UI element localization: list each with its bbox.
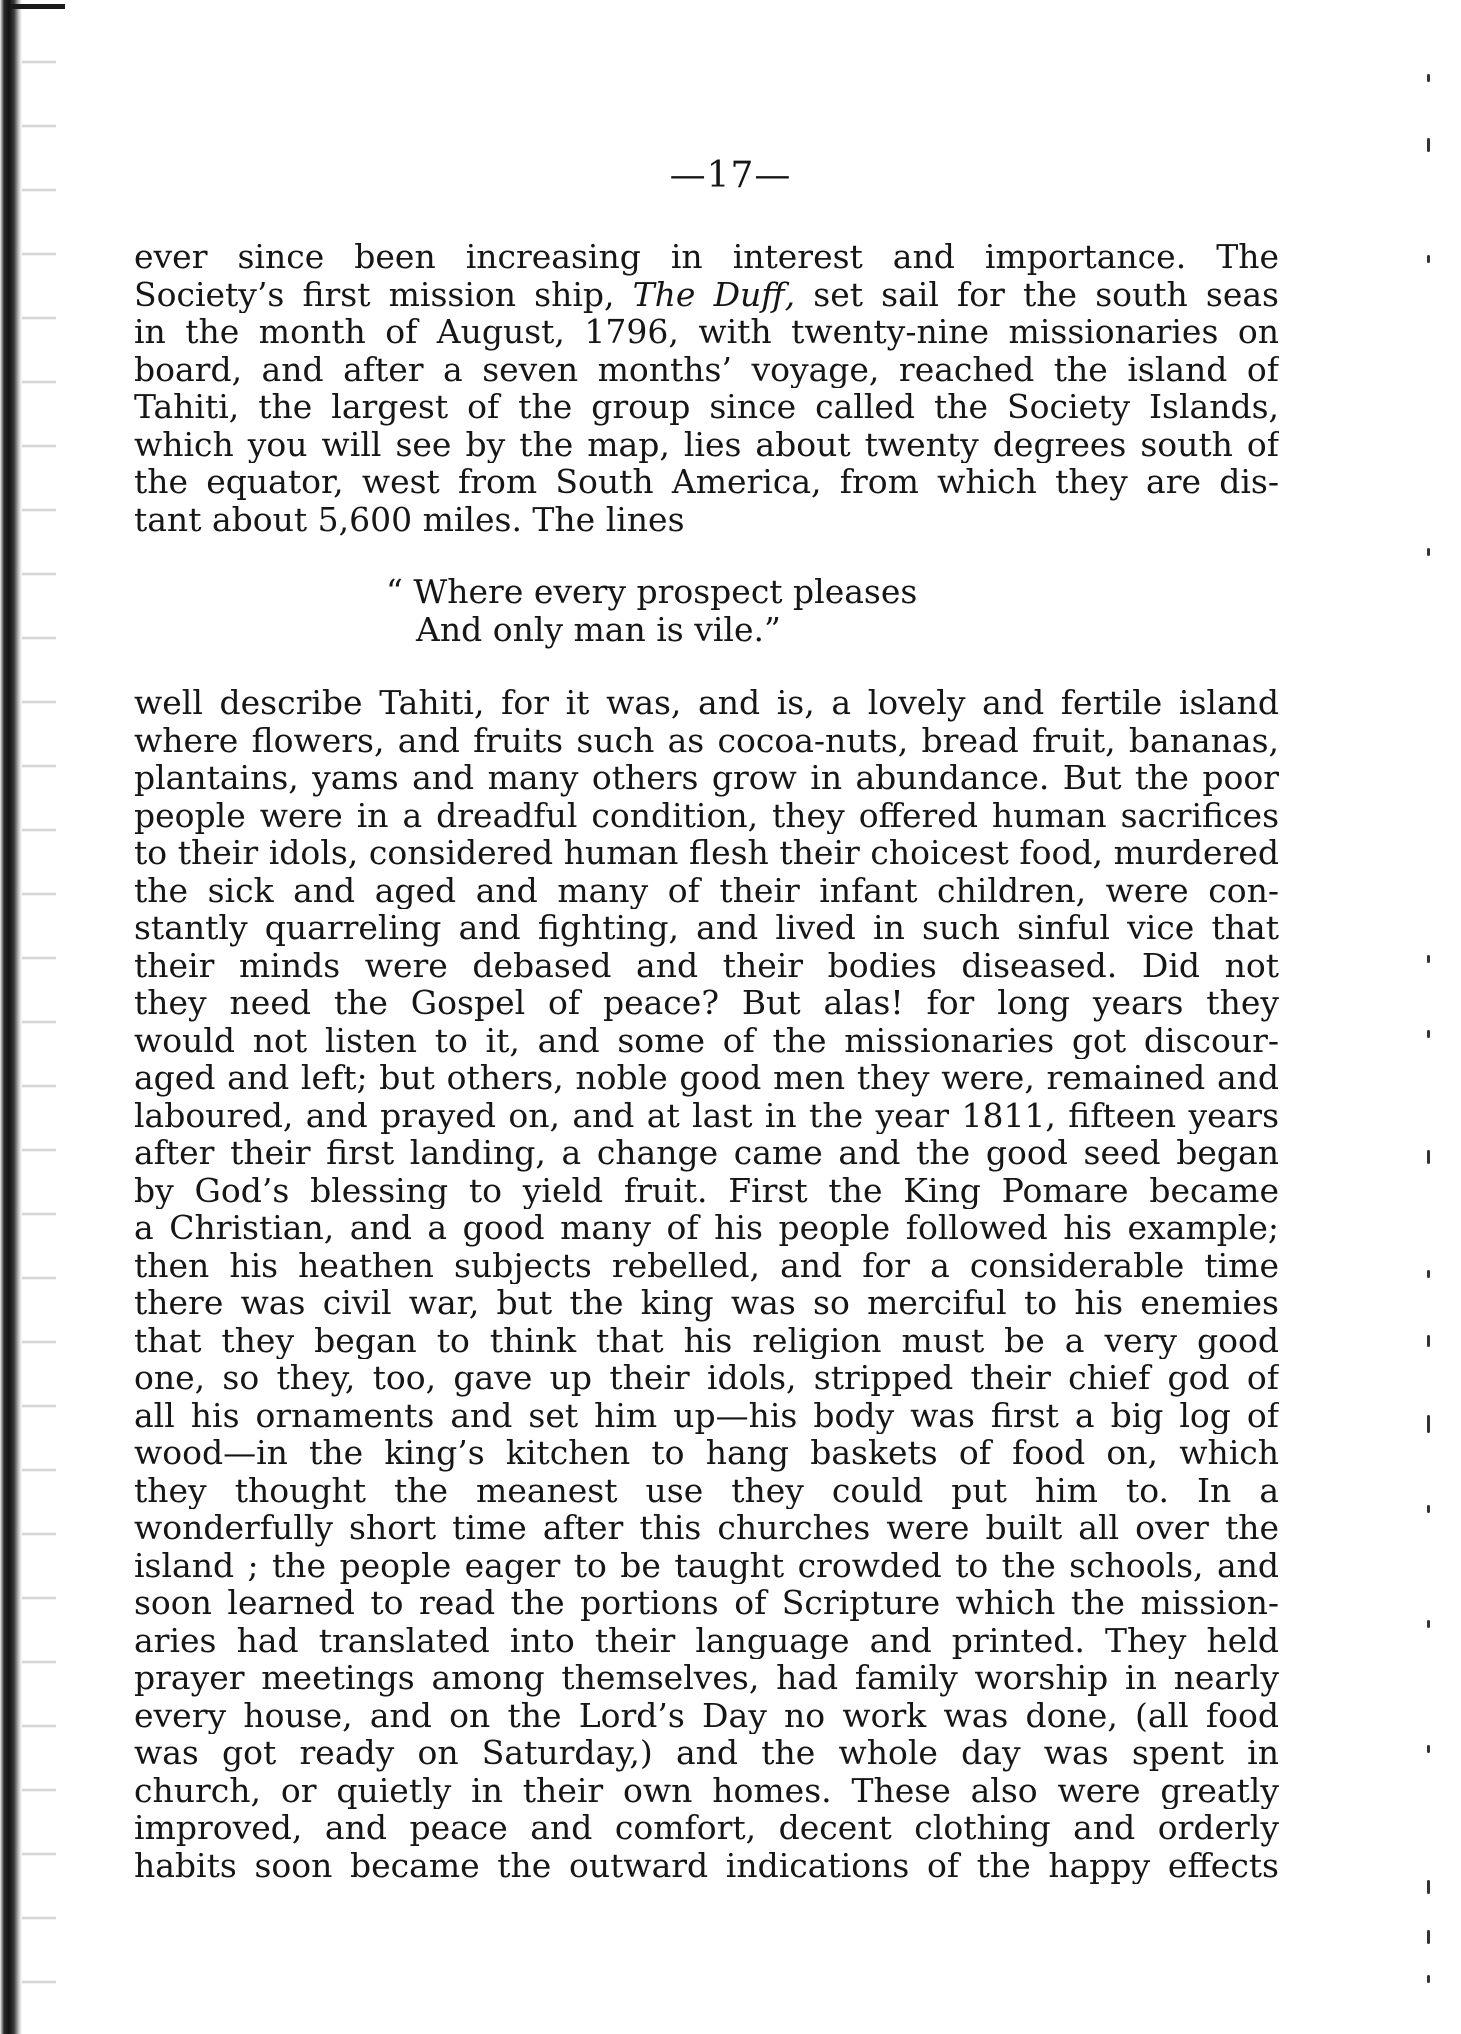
text-line: then his heathen subjects rebelled, and for a considerable time [134, 1246, 1279, 1284]
binding-top-mark [10, 4, 65, 9]
text-line: a Christian, and a good many of his people followed his example; [134, 1209, 1279, 1247]
text-line: there was civil war, but the king was so merciful to his enemies [134, 1284, 1279, 1322]
text-line: prayer meetings among themselves, had family worship in nearly [134, 1659, 1279, 1697]
page-number: —17— [669, 155, 792, 196]
verse-line: And only man is vile.” [416, 609, 781, 649]
text-line: every house, and on the Lord’s Day no work was done, (all food [134, 1696, 1279, 1734]
text-line: the sick and aged and many of their infant children, were con- [134, 871, 1279, 909]
text-line: after their first landing, a change came and the good seed began [134, 1134, 1279, 1172]
text-line: they need the Gospel of peace? But alas! for long years they [134, 984, 1279, 1022]
book-binding-edge [0, 0, 22, 2034]
verse-line: “ Where every prospect pleases [386, 572, 918, 611]
text-line: ever since been increasing in interest and importance. The [134, 238, 1279, 276]
page-body [134, 238, 1279, 1884]
text-line: where flowers, and fruits such as cocoa-nuts, bread fruit, bananas, [134, 721, 1279, 759]
text-line: board, and after a seven months’ voyage, reached the island of [134, 350, 1279, 388]
text-line: well describe Tahiti, for it was, and is, a lovely and fertile island [134, 684, 1279, 722]
text-line: soon learned to read the portions of Scripture which the mission- [134, 1584, 1279, 1622]
text-line: habits soon became the outward indications of the happy effects [134, 1846, 1279, 1884]
text-line: by God’s blessing to yield fruit. First the King Pomare became [134, 1171, 1279, 1209]
text-line: all his ornaments and set him up—his body was first a big log of [134, 1396, 1279, 1434]
text-line: improved, and peace and comfort, decent clothing and orderly [134, 1809, 1279, 1847]
text-line-with-ship-name: Society’s first mission ship, The Duff, set sail for the south seas [134, 275, 1279, 313]
text-line: was got ready on Saturday,) and the whole day was spent in [134, 1734, 1279, 1772]
text-line: they thought the meanest use they could put him to. In a [134, 1471, 1279, 1509]
text-line: tant about 5,600 miles. The lines [134, 500, 685, 538]
text-line: to their idols, considered human flesh their choicest food, murdered [134, 834, 1279, 872]
text-line: wood—in the king’s kitchen to hang baskets of food on, which [134, 1434, 1279, 1472]
text-line: the equator, west from South America, from which they are dis- [134, 463, 1279, 501]
text-line: Tahiti, the largest of the group since called the Society Islands, [134, 388, 1279, 426]
text-line: people were in a dreadful condition, they offered human sacrifices [134, 796, 1279, 834]
text-line: island ; the people eager to be taught crowded to the schools, and [134, 1546, 1279, 1584]
paragraph-1 [134, 238, 1279, 538]
text-line: aged and left; but others, noble good men they were, remained and [134, 1059, 1279, 1097]
text-line: that they began to think that his religion must be a very good [134, 1321, 1279, 1359]
text-line: in the month of August, 1796, with twenty-nine missionaries on [134, 313, 1279, 351]
text-line: one, so they, too, gave up their idols, stripped their chief god of [134, 1359, 1279, 1397]
text-line: stantly quarreling and fighting, and lived in such sinful vice that [134, 909, 1279, 947]
text-line: would not listen to it, and some of the missionaries got discour- [134, 1021, 1279, 1059]
text-line: wonderfully short time after this churches were built all over the [134, 1509, 1279, 1547]
verse-quote [134, 573, 1279, 648]
binding-shadow [22, 0, 56, 2034]
right-margin-specks [1421, 0, 1437, 2034]
paragraph-2 [134, 684, 1279, 1884]
text-line: plantains, yams and many others grow in abundance. But the poor [134, 759, 1279, 797]
text-line: aries had translated into their language and printed. They held [134, 1621, 1279, 1659]
text-line: laboured, and prayed on, and at last in the year 1811, fifteen years [134, 1096, 1279, 1134]
text-line: church, or quietly in their own homes. These also were greatly [134, 1771, 1279, 1809]
text-line: which you will see by the map, lies about twenty degrees south of [134, 425, 1279, 463]
text-line: their minds were debased and their bodies diseased. Did not [134, 946, 1279, 984]
